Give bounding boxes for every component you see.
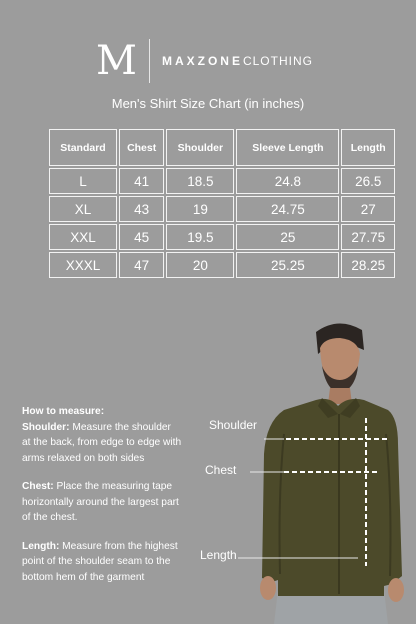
table-row: [49, 252, 395, 278]
table-row: [49, 168, 395, 194]
table-row: [49, 224, 395, 250]
label-chest: Chest: [205, 463, 237, 477]
cell-standard: XL: [49, 196, 117, 222]
cell-sleeve-length: 24.75: [236, 196, 339, 222]
cell-chest: 41: [119, 168, 165, 194]
size-table: [47, 127, 397, 280]
model-photo: [238, 314, 416, 624]
table-row: [49, 196, 395, 222]
brand-logo: [96, 38, 313, 84]
label-length: Length: [200, 548, 237, 562]
cell-shoulder: 18.5: [166, 168, 234, 194]
how-to-measure: [22, 404, 182, 598]
instruction-chest: [22, 479, 182, 526]
brand-name: [162, 54, 313, 68]
instruction-term: Shoulder:: [22, 421, 70, 433]
logo-mark: M: [96, 38, 135, 84]
cell-sleeve-length: 24.8: [236, 168, 339, 194]
cell-shoulder: 20: [166, 252, 234, 278]
cell-sleeve-length: 25: [236, 224, 339, 250]
cell-standard: XXL: [49, 224, 117, 250]
cell-standard: L: [49, 168, 117, 194]
table-header-row: [49, 129, 395, 166]
cell-chest: 45: [119, 224, 165, 250]
instruction-text: Place the measuring tape horizontally around the largest part of the chest.: [22, 481, 179, 523]
cell-shoulder: 19: [166, 196, 234, 222]
instruction-term: Length:: [22, 540, 60, 552]
col-header-standard: Standard: [49, 129, 117, 166]
cell-chest: 43: [119, 196, 165, 222]
instruction-shoulder: [22, 420, 182, 467]
col-header-sleeve-length: Sleeve Length: [236, 129, 339, 166]
page-title: Men's Shirt Size Chart (in inches): [111, 96, 305, 111]
label-shoulder: Shoulder: [209, 418, 258, 432]
instruction-length: [22, 539, 182, 586]
cell-chest: 47: [119, 252, 165, 278]
cell-length: 26.5: [341, 168, 395, 194]
cell-length: 27.75: [341, 224, 395, 250]
cell-standard: XXXL: [49, 252, 117, 278]
instruction-text: Measure the shoulder at the back, from edge to edge with arms relaxed on both sides: [22, 421, 182, 464]
brand-name-bold: MAXZONE: [161, 54, 243, 68]
logo-divider: [149, 39, 150, 83]
cell-sleeve-length: 25.25: [236, 252, 339, 278]
col-header-shoulder: Shoulder: [166, 129, 234, 166]
instruction-text: Measure from the highest point of the shoulder seam to the bottom hem of the garment: [22, 540, 178, 583]
model-illustration: [260, 323, 404, 624]
col-header-length: Length: [341, 129, 395, 166]
cell-shoulder: 19.5: [166, 224, 234, 250]
cell-length: 28.25: [341, 252, 395, 278]
brand-name-light: CLOTHING: [242, 54, 313, 68]
col-header-chest: Chest: [119, 129, 165, 166]
cell-length: 27: [341, 196, 395, 222]
how-to-heading: How to measure:: [22, 406, 105, 417]
instruction-term: Chest:: [22, 481, 54, 492]
